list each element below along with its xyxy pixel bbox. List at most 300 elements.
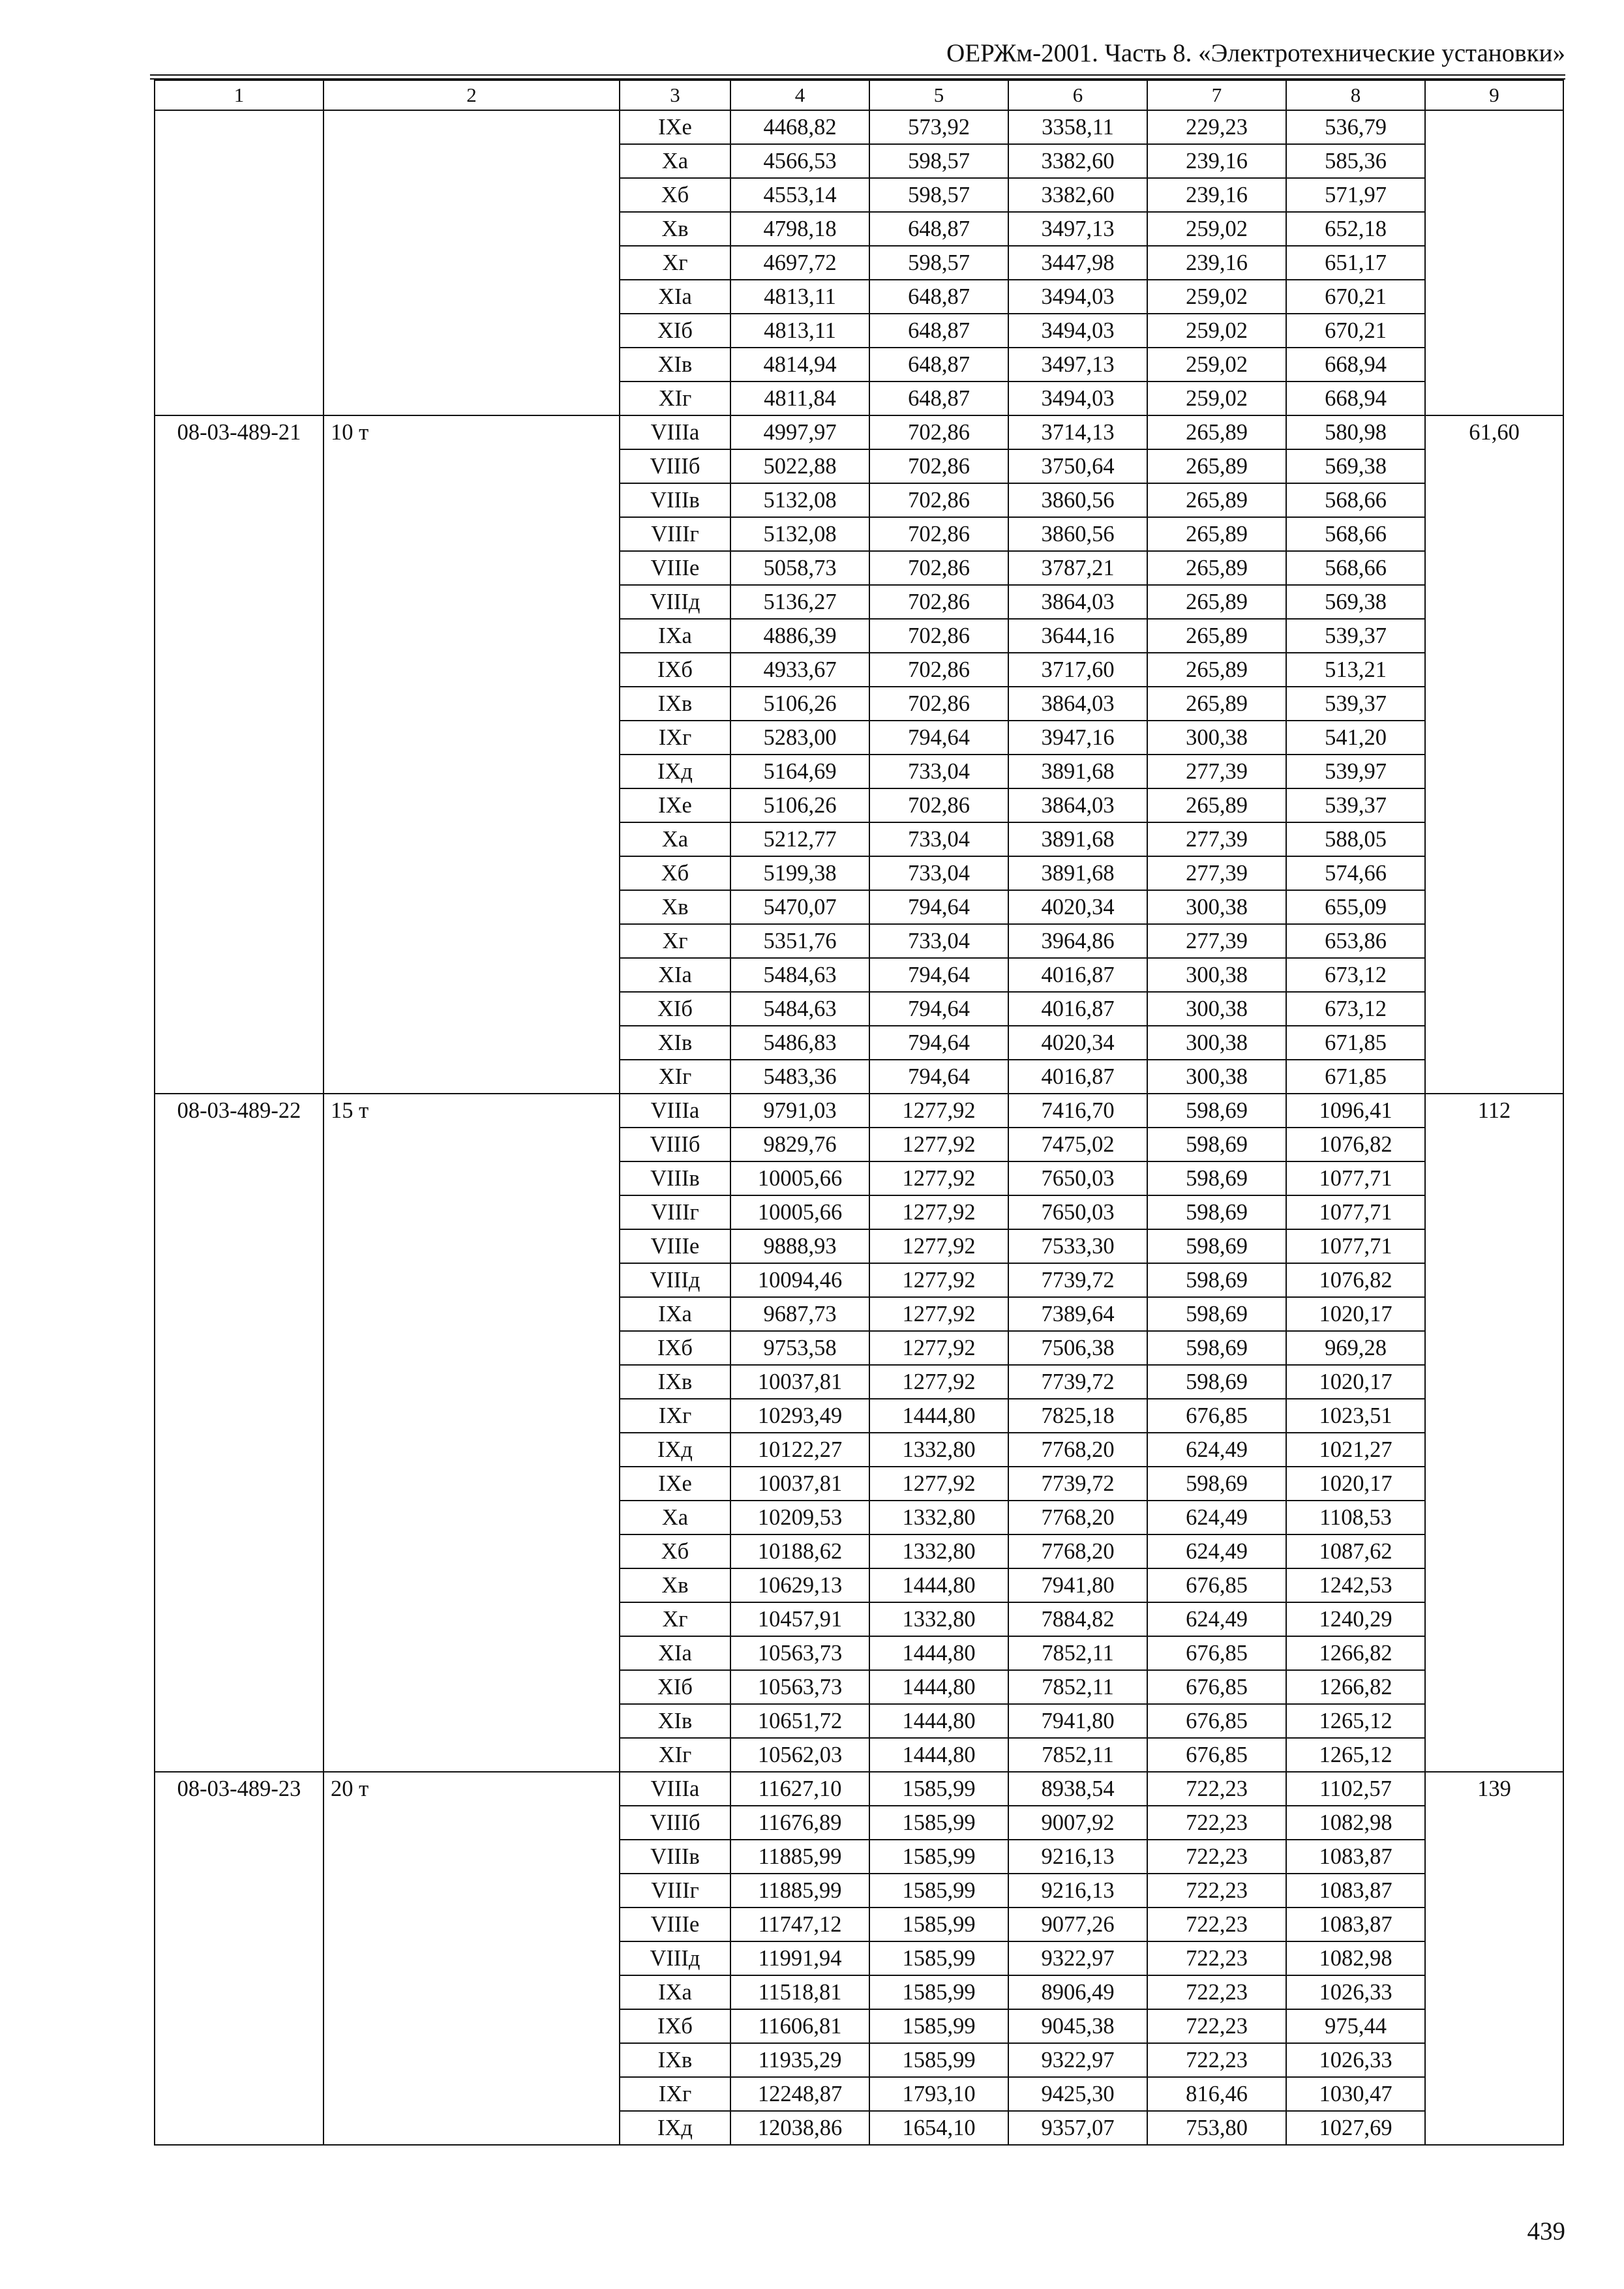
- machinists-wages-cell: 239,16: [1147, 178, 1286, 212]
- wages-cell: 794,64: [869, 890, 1008, 924]
- rate-code-cell: 08-03-489-22: [155, 1094, 323, 1772]
- machinists-wages-cell: 259,02: [1147, 314, 1286, 348]
- total-cost-cell: 5484,63: [730, 992, 869, 1026]
- variant-cell: Xв: [620, 212, 730, 246]
- wages-cell: 1277,92: [869, 1195, 1008, 1229]
- machines-cell: 7768,20: [1008, 1534, 1147, 1568]
- machines-cell: 9216,13: [1008, 1874, 1147, 1908]
- wages-cell: 573,92: [869, 110, 1008, 144]
- total-cost-cell: 5486,83: [730, 1026, 869, 1060]
- total-cost-cell: 10037,81: [730, 1467, 869, 1501]
- variant-cell: IXд: [620, 755, 730, 788]
- machines-cell: 7941,80: [1008, 1704, 1147, 1738]
- variant-cell: IXб: [620, 1331, 730, 1365]
- variant-cell: IXв: [620, 1365, 730, 1399]
- machinists-wages-cell: 265,89: [1147, 585, 1286, 619]
- page-header-title: ОЕРЖм-2001. Часть 8. «Электротехнические установки»: [946, 39, 1565, 67]
- materials-cell: 1077,71: [1286, 1195, 1425, 1229]
- variant-cell: Xг: [620, 1602, 730, 1636]
- machinists-wages-cell: 239,16: [1147, 144, 1286, 178]
- weight-cell: 112: [1425, 1094, 1563, 1772]
- variant-cell: VIIIд: [620, 585, 730, 619]
- materials-cell: 1020,17: [1286, 1365, 1425, 1399]
- machinists-wages-cell: 598,69: [1147, 1263, 1286, 1297]
- total-cost-cell: 5212,77: [730, 822, 869, 856]
- machinists-wages-cell: 265,89: [1147, 415, 1286, 449]
- wages-cell: 702,86: [869, 483, 1008, 517]
- machinists-wages-cell: 624,49: [1147, 1534, 1286, 1568]
- variant-cell: VIIIe: [620, 1908, 730, 1941]
- machines-cell: 7416,70: [1008, 1094, 1147, 1128]
- machines-cell: 3891,68: [1008, 755, 1147, 788]
- variant-cell: XIa: [620, 280, 730, 314]
- materials-cell: 1020,17: [1286, 1297, 1425, 1331]
- wages-cell: 1585,99: [869, 1975, 1008, 2009]
- variant-cell: IXв: [620, 2043, 730, 2077]
- variant-cell: XIa: [620, 958, 730, 992]
- materials-cell: 668,94: [1286, 348, 1425, 382]
- machines-cell: 3891,68: [1008, 856, 1147, 890]
- materials-cell: 1108,53: [1286, 1501, 1425, 1534]
- total-cost-cell: 10122,27: [730, 1433, 869, 1467]
- wages-cell: 1277,92: [869, 1229, 1008, 1263]
- machines-cell: 9322,97: [1008, 1941, 1147, 1975]
- column-number: 4: [730, 80, 869, 110]
- variant-cell: Xб: [620, 856, 730, 890]
- variant-cell: VIIIв: [620, 483, 730, 517]
- materials-cell: 1082,98: [1286, 1941, 1425, 1975]
- variant-cell: VIIIд: [620, 1941, 730, 1975]
- weight-cell: 61,60: [1425, 415, 1563, 1094]
- machines-cell: 3494,03: [1008, 382, 1147, 415]
- wages-cell: 733,04: [869, 755, 1008, 788]
- wages-cell: 1654,10: [869, 2111, 1008, 2145]
- variant-cell: XIв: [620, 348, 730, 382]
- machinists-wages-cell: 722,23: [1147, 1908, 1286, 1941]
- wages-cell: 794,64: [869, 1026, 1008, 1060]
- wages-cell: 1585,99: [869, 1908, 1008, 1941]
- materials-cell: 1083,87: [1286, 1840, 1425, 1874]
- materials-cell: 571,97: [1286, 178, 1425, 212]
- wages-cell: 648,87: [869, 382, 1008, 415]
- machinists-wages-cell: 300,38: [1147, 1026, 1286, 1060]
- machinists-wages-cell: 816,46: [1147, 2077, 1286, 2111]
- materials-cell: 1030,47: [1286, 2077, 1425, 2111]
- total-cost-cell: 11606,81: [730, 2009, 869, 2043]
- materials-cell: 568,66: [1286, 517, 1425, 551]
- total-cost-cell: 4997,97: [730, 415, 869, 449]
- materials-cell: 1077,71: [1286, 1161, 1425, 1195]
- wages-cell: 1444,80: [869, 1704, 1008, 1738]
- machines-cell: 3494,03: [1008, 314, 1147, 348]
- column-number: 3: [620, 80, 730, 110]
- materials-cell: 1240,29: [1286, 1602, 1425, 1636]
- variant-cell: IXa: [620, 619, 730, 653]
- page-number: 439: [1527, 2217, 1565, 2245]
- machinists-wages-cell: 676,85: [1147, 1399, 1286, 1433]
- machines-cell: 3787,21: [1008, 551, 1147, 585]
- total-cost-cell: 4814,94: [730, 348, 869, 382]
- variant-cell: Xв: [620, 1568, 730, 1602]
- machinists-wages-cell: 259,02: [1147, 280, 1286, 314]
- wages-cell: 702,86: [869, 687, 1008, 721]
- weight-cell: 139: [1425, 1772, 1563, 2145]
- total-cost-cell: 10457,91: [730, 1602, 869, 1636]
- variant-cell: Xб: [620, 1534, 730, 1568]
- wages-cell: 1585,99: [869, 1806, 1008, 1840]
- variant-cell: IXв: [620, 687, 730, 721]
- variant-cell: VIIIa: [620, 1094, 730, 1128]
- table-row: [155, 1772, 1563, 1806]
- total-cost-cell: 10209,53: [730, 1501, 869, 1534]
- materials-cell: 652,18: [1286, 212, 1425, 246]
- machinists-wages-cell: 598,69: [1147, 1094, 1286, 1128]
- wages-cell: 598,57: [869, 144, 1008, 178]
- machinists-wages-cell: 229,23: [1147, 110, 1286, 144]
- machines-cell: 7389,64: [1008, 1297, 1147, 1331]
- machinists-wages-cell: 598,69: [1147, 1195, 1286, 1229]
- machinists-wages-cell: 265,89: [1147, 551, 1286, 585]
- machines-cell: 4016,87: [1008, 992, 1147, 1026]
- machines-cell: 9216,13: [1008, 1840, 1147, 1874]
- variant-cell: XIб: [620, 992, 730, 1026]
- wages-cell: 648,87: [869, 314, 1008, 348]
- wages-cell: 1585,99: [869, 1772, 1008, 1806]
- variant-cell: XIб: [620, 1670, 730, 1704]
- machines-cell: 3864,03: [1008, 788, 1147, 822]
- total-cost-cell: 5199,38: [730, 856, 869, 890]
- machinists-wages-cell: 624,49: [1147, 1433, 1286, 1467]
- total-cost-cell: 5132,08: [730, 517, 869, 551]
- capacity-cell: 10 т: [323, 415, 620, 1094]
- materials-cell: 568,66: [1286, 551, 1425, 585]
- materials-cell: 539,37: [1286, 788, 1425, 822]
- materials-cell: 651,17: [1286, 246, 1425, 280]
- rate-code-cell: 08-03-489-21: [155, 415, 323, 1094]
- variant-cell: IXe: [620, 1467, 730, 1501]
- total-cost-cell: 4697,72: [730, 246, 869, 280]
- materials-cell: 588,05: [1286, 822, 1425, 856]
- total-cost-cell: 10563,73: [730, 1670, 869, 1704]
- total-cost-cell: 11518,81: [730, 1975, 869, 2009]
- materials-cell: 969,28: [1286, 1331, 1425, 1365]
- variant-cell: IXa: [620, 1975, 730, 2009]
- machines-cell: 7884,82: [1008, 1602, 1147, 1636]
- header-rule-top: [150, 74, 1565, 76]
- variant-cell: VIIIг: [620, 1195, 730, 1229]
- materials-cell: 539,97: [1286, 755, 1425, 788]
- materials-cell: 1082,98: [1286, 1806, 1425, 1840]
- wages-cell: 1444,80: [869, 1738, 1008, 1772]
- machines-cell: 7475,02: [1008, 1128, 1147, 1161]
- machines-cell: 9045,38: [1008, 2009, 1147, 2043]
- machines-cell: 9077,26: [1008, 1908, 1147, 1941]
- materials-cell: 1020,17: [1286, 1467, 1425, 1501]
- materials-cell: 1076,82: [1286, 1128, 1425, 1161]
- materials-cell: 1083,87: [1286, 1874, 1425, 1908]
- total-cost-cell: 5351,76: [730, 924, 869, 958]
- machinists-wages-cell: 722,23: [1147, 1806, 1286, 1840]
- materials-cell: 1096,41: [1286, 1094, 1425, 1128]
- materials-cell: 536,79: [1286, 110, 1425, 144]
- total-cost-cell: 4566,53: [730, 144, 869, 178]
- total-cost-cell: 5106,26: [730, 788, 869, 822]
- machinists-wages-cell: 676,85: [1147, 1636, 1286, 1670]
- total-cost-cell: 11991,94: [730, 1941, 869, 1975]
- materials-cell: 1026,33: [1286, 2043, 1425, 2077]
- wages-cell: 1277,92: [869, 1331, 1008, 1365]
- total-cost-cell: 10562,03: [730, 1738, 869, 1772]
- wages-cell: 1277,92: [869, 1365, 1008, 1399]
- machinists-wages-cell: 624,49: [1147, 1501, 1286, 1534]
- variant-cell: XIв: [620, 1704, 730, 1738]
- machinists-wages-cell: 300,38: [1147, 890, 1286, 924]
- variant-cell: VIIIд: [620, 1263, 730, 1297]
- rate-code-cell: [155, 110, 323, 415]
- wages-cell: 1332,80: [869, 1433, 1008, 1467]
- wages-cell: 1585,99: [869, 1840, 1008, 1874]
- variant-cell: Xa: [620, 144, 730, 178]
- machinists-wages-cell: 598,69: [1147, 1467, 1286, 1501]
- materials-cell: 569,38: [1286, 585, 1425, 619]
- wages-cell: 702,86: [869, 585, 1008, 619]
- machines-cell: 7941,80: [1008, 1568, 1147, 1602]
- materials-cell: 580,98: [1286, 415, 1425, 449]
- variant-cell: VIIIa: [620, 1772, 730, 1806]
- materials-cell: 671,85: [1286, 1026, 1425, 1060]
- machines-cell: 3947,16: [1008, 721, 1147, 755]
- total-cost-cell: 5483,36: [730, 1060, 869, 1094]
- total-cost-cell: 10651,72: [730, 1704, 869, 1738]
- machines-cell: 9322,97: [1008, 2043, 1147, 2077]
- materials-cell: 1266,82: [1286, 1636, 1425, 1670]
- wages-cell: 1277,92: [869, 1161, 1008, 1195]
- column-number: 2: [323, 80, 620, 110]
- materials-cell: 670,21: [1286, 314, 1425, 348]
- wages-cell: 1585,99: [869, 2009, 1008, 2043]
- machinists-wages-cell: 722,23: [1147, 1874, 1286, 1908]
- machinists-wages-cell: 265,89: [1147, 483, 1286, 517]
- machinists-wages-cell: 259,02: [1147, 348, 1286, 382]
- wages-cell: 598,57: [869, 178, 1008, 212]
- total-cost-cell: 11627,10: [730, 1772, 869, 1806]
- machines-cell: 3891,68: [1008, 822, 1147, 856]
- wages-cell: 733,04: [869, 856, 1008, 890]
- column-number: 5: [869, 80, 1008, 110]
- machines-cell: 3714,13: [1008, 415, 1147, 449]
- variant-cell: IXг: [620, 1399, 730, 1433]
- machinists-wages-cell: 624,49: [1147, 1602, 1286, 1636]
- materials-cell: 975,44: [1286, 2009, 1425, 2043]
- machinists-wages-cell: 676,85: [1147, 1568, 1286, 1602]
- wages-cell: 1585,99: [869, 1874, 1008, 1908]
- machinists-wages-cell: 722,23: [1147, 1975, 1286, 2009]
- variant-cell: XIa: [620, 1636, 730, 1670]
- variant-cell: IXд: [620, 1433, 730, 1467]
- rate-code-cell: 08-03-489-23: [155, 1772, 323, 2145]
- machines-cell: 4020,34: [1008, 890, 1147, 924]
- wages-cell: 733,04: [869, 822, 1008, 856]
- machines-cell: 8938,54: [1008, 1772, 1147, 1806]
- machines-cell: 7506,38: [1008, 1331, 1147, 1365]
- materials-cell: 1027,69: [1286, 2111, 1425, 2145]
- machinists-wages-cell: 265,89: [1147, 788, 1286, 822]
- wages-cell: 702,86: [869, 653, 1008, 687]
- wages-cell: 794,64: [869, 992, 1008, 1026]
- total-cost-cell: 10293,49: [730, 1399, 869, 1433]
- total-cost-cell: 9687,73: [730, 1297, 869, 1331]
- variant-cell: VIIIe: [620, 551, 730, 585]
- machines-cell: 3382,60: [1008, 178, 1147, 212]
- materials-cell: 1087,62: [1286, 1534, 1425, 1568]
- capacity-cell: 20 т: [323, 1772, 620, 2145]
- materials-cell: 670,21: [1286, 280, 1425, 314]
- variant-cell: VIIIб: [620, 449, 730, 483]
- variant-cell: IXe: [620, 788, 730, 822]
- wages-cell: 1277,92: [869, 1467, 1008, 1501]
- materials-cell: 1265,12: [1286, 1704, 1425, 1738]
- wages-cell: 1444,80: [869, 1568, 1008, 1602]
- total-cost-cell: 11885,99: [730, 1840, 869, 1874]
- variant-cell: VIIIб: [620, 1128, 730, 1161]
- total-cost-cell: 9791,03: [730, 1094, 869, 1128]
- machinists-wages-cell: 598,69: [1147, 1161, 1286, 1195]
- machinists-wages-cell: 277,39: [1147, 822, 1286, 856]
- machinists-wages-cell: 676,85: [1147, 1738, 1286, 1772]
- wages-cell: 1332,80: [869, 1534, 1008, 1568]
- machinists-wages-cell: 300,38: [1147, 1060, 1286, 1094]
- table-row: [155, 1094, 1563, 1128]
- wages-cell: 648,87: [869, 280, 1008, 314]
- materials-cell: 673,12: [1286, 992, 1425, 1026]
- total-cost-cell: 10037,81: [730, 1365, 869, 1399]
- total-cost-cell: 9753,58: [730, 1331, 869, 1365]
- materials-cell: 1026,33: [1286, 1975, 1425, 2009]
- materials-cell: 668,94: [1286, 382, 1425, 415]
- machinists-wages-cell: 598,69: [1147, 1297, 1286, 1331]
- total-cost-cell: 5470,07: [730, 890, 869, 924]
- materials-cell: 569,38: [1286, 449, 1425, 483]
- materials-cell: 539,37: [1286, 687, 1425, 721]
- machines-cell: 7650,03: [1008, 1195, 1147, 1229]
- column-number: 6: [1008, 80, 1147, 110]
- wages-cell: 1444,80: [869, 1670, 1008, 1704]
- variant-cell: XIг: [620, 1738, 730, 1772]
- total-cost-cell: 10005,66: [730, 1195, 869, 1229]
- machinists-wages-cell: 753,80: [1147, 2111, 1286, 2145]
- variant-cell: VIIIг: [620, 1874, 730, 1908]
- materials-cell: 585,36: [1286, 144, 1425, 178]
- materials-cell: 541,20: [1286, 721, 1425, 755]
- total-cost-cell: 4886,39: [730, 619, 869, 653]
- machines-cell: 7739,72: [1008, 1263, 1147, 1297]
- wages-cell: 1793,10: [869, 2077, 1008, 2111]
- materials-cell: 673,12: [1286, 958, 1425, 992]
- materials-cell: 1083,87: [1286, 1908, 1425, 1941]
- materials-cell: 671,85: [1286, 1060, 1425, 1094]
- machines-cell: 7768,20: [1008, 1501, 1147, 1534]
- total-cost-cell: 9888,93: [730, 1229, 869, 1263]
- variant-cell: IXб: [620, 653, 730, 687]
- total-cost-cell: 5164,69: [730, 755, 869, 788]
- variant-cell: VIIIв: [620, 1161, 730, 1195]
- total-cost-cell: 10563,73: [730, 1636, 869, 1670]
- column-number: 7: [1147, 80, 1286, 110]
- wages-cell: 794,64: [869, 958, 1008, 992]
- variant-cell: VIIIв: [620, 1840, 730, 1874]
- total-cost-cell: 4933,67: [730, 653, 869, 687]
- machinists-wages-cell: 598,69: [1147, 1128, 1286, 1161]
- materials-cell: 1266,82: [1286, 1670, 1425, 1704]
- total-cost-cell: 4813,11: [730, 280, 869, 314]
- wages-cell: 733,04: [869, 924, 1008, 958]
- wages-cell: 1332,80: [869, 1602, 1008, 1636]
- materials-cell: 568,66: [1286, 483, 1425, 517]
- total-cost-cell: 4811,84: [730, 382, 869, 415]
- wages-cell: 1444,80: [869, 1399, 1008, 1433]
- total-cost-cell: 4553,14: [730, 178, 869, 212]
- machines-cell: 3860,56: [1008, 517, 1147, 551]
- machinists-wages-cell: 676,85: [1147, 1704, 1286, 1738]
- column-number: 1: [155, 80, 323, 110]
- total-cost-cell: 5058,73: [730, 551, 869, 585]
- total-cost-cell: 5136,27: [730, 585, 869, 619]
- machinists-wages-cell: 300,38: [1147, 958, 1286, 992]
- variant-cell: VIIIa: [620, 415, 730, 449]
- capacity-cell: 15 т: [323, 1094, 620, 1772]
- materials-cell: 1076,82: [1286, 1263, 1425, 1297]
- machinists-wages-cell: 265,89: [1147, 449, 1286, 483]
- machines-cell: 3447,98: [1008, 246, 1147, 280]
- wages-cell: 702,86: [869, 551, 1008, 585]
- total-cost-cell: 10005,66: [730, 1161, 869, 1195]
- machinists-wages-cell: 259,02: [1147, 212, 1286, 246]
- machines-cell: 7533,30: [1008, 1229, 1147, 1263]
- total-cost-cell: 11676,89: [730, 1806, 869, 1840]
- wages-cell: 648,87: [869, 348, 1008, 382]
- variant-cell: Xa: [620, 822, 730, 856]
- total-cost-cell: 11747,12: [730, 1908, 869, 1941]
- variant-cell: Xa: [620, 1501, 730, 1534]
- total-cost-cell: 5132,08: [730, 483, 869, 517]
- variant-cell: XIв: [620, 1026, 730, 1060]
- machines-cell: 9357,07: [1008, 2111, 1147, 2145]
- variant-cell: Xг: [620, 246, 730, 280]
- table-body: [155, 110, 1563, 2145]
- wages-cell: 1277,92: [869, 1297, 1008, 1331]
- machines-cell: 7852,11: [1008, 1738, 1147, 1772]
- materials-cell: 539,37: [1286, 619, 1425, 653]
- total-cost-cell: 4813,11: [730, 314, 869, 348]
- machines-cell: 7825,18: [1008, 1399, 1147, 1433]
- total-cost-cell: 11885,99: [730, 1874, 869, 1908]
- variant-cell: VIIIг: [620, 517, 730, 551]
- total-cost-cell: 4468,82: [730, 110, 869, 144]
- wages-cell: 1277,92: [869, 1094, 1008, 1128]
- column-number-row: [155, 80, 1563, 110]
- materials-cell: 653,86: [1286, 924, 1425, 958]
- materials-cell: 1102,57: [1286, 1772, 1425, 1806]
- machinists-wages-cell: 598,69: [1147, 1365, 1286, 1399]
- machines-cell: 3860,56: [1008, 483, 1147, 517]
- column-number: 9: [1425, 80, 1563, 110]
- materials-cell: 574,66: [1286, 856, 1425, 890]
- total-cost-cell: 9829,76: [730, 1128, 869, 1161]
- machinists-wages-cell: 265,89: [1147, 517, 1286, 551]
- wages-cell: 702,86: [869, 415, 1008, 449]
- variant-cell: Xв: [620, 890, 730, 924]
- machinists-wages-cell: 598,69: [1147, 1331, 1286, 1365]
